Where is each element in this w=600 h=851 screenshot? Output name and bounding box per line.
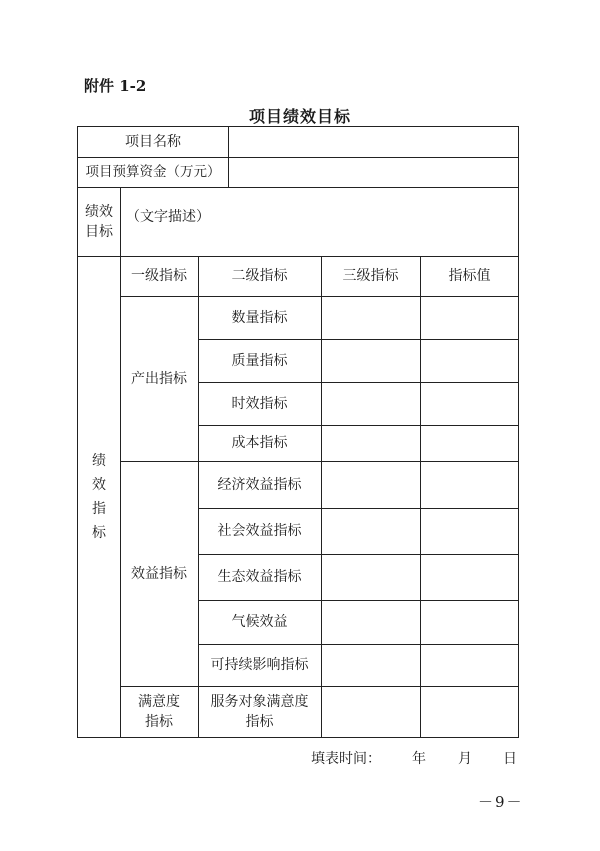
- project-name-field[interactable]: [228, 127, 519, 157]
- form-title: 项目绩效目标: [248, 107, 351, 126]
- indicators-section-label: [78, 256, 120, 738]
- benefit-item-sustainability: 可持续影响指标: [210, 657, 309, 673]
- benefit-indicator-label: 效益指标: [131, 565, 187, 582]
- benefit-item-social: 社会效益指标: [217, 523, 302, 539]
- fill-time-month: 月: [458, 751, 472, 767]
- benefit-item-economic: 经济效益指标: [217, 476, 302, 493]
- output-item-timeliness: 时效指标: [231, 395, 288, 412]
- satisfaction-label-line1: 满意度: [138, 694, 180, 710]
- output-item-quantity: 数量指标: [231, 309, 288, 326]
- page-number: －9－: [478, 793, 524, 811]
- satisfaction-item: [198, 686, 321, 738]
- benefit-item-ecological: 生态效益指标: [217, 569, 302, 585]
- budget-label: 项目预算资金（万元）: [85, 164, 221, 180]
- performance-goal-label-line2: 目标: [85, 223, 113, 240]
- indicators-section-char-3: 指: [92, 501, 106, 517]
- fill-time-label: 填表时间：: [311, 751, 381, 767]
- performance-goal-table: [77, 126, 519, 738]
- benefit-item-climate: 气候效益: [231, 614, 288, 630]
- fill-time-day: 日: [503, 751, 517, 767]
- indicators-section-char-2: 效: [92, 477, 106, 493]
- satisfaction-label-line2: 指标: [145, 714, 173, 730]
- satisfaction-item-line2: 指标: [245, 714, 274, 730]
- project-name-label: 项目名称: [125, 134, 181, 150]
- header-level3: 三级指标: [342, 268, 399, 284]
- header-value: 指标值: [448, 268, 491, 284]
- output-item-cost: 成本指标: [231, 435, 288, 451]
- output-indicator-label: 产出指标: [131, 370, 187, 387]
- indicators-section-char-4: 标: [92, 525, 106, 541]
- performance-goal-label-line1: 绩效: [85, 203, 113, 220]
- fill-time-year: 年: [412, 751, 426, 767]
- satisfaction-item-line1: 服务对象满意度: [210, 694, 309, 710]
- performance-goal-text[interactable]: （文字描述）: [126, 209, 210, 225]
- performance-goal-label: [78, 187, 120, 256]
- output-item-quality: 质量指标: [231, 352, 288, 369]
- indicators-section-char-1: 绩: [92, 453, 106, 469]
- header-level2: 二级指标: [231, 268, 288, 284]
- budget-field[interactable]: [228, 157, 519, 187]
- header-level1: 一级指标: [131, 268, 187, 284]
- satisfaction-indicator-label: [120, 686, 198, 738]
- attachment-label: 附件 1-2: [84, 77, 147, 95]
